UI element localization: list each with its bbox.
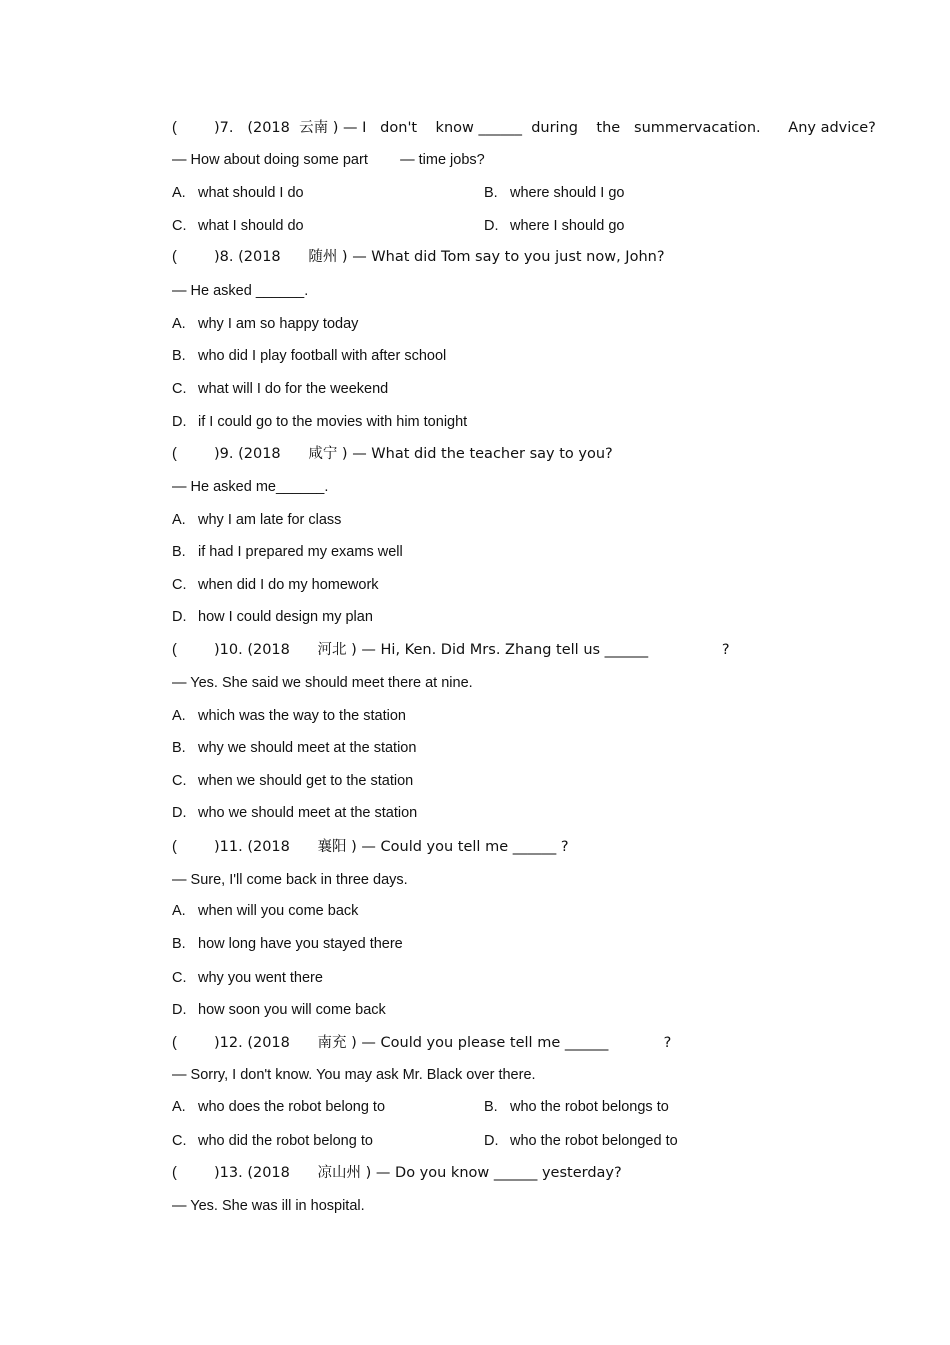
question-text: )13. (2018 凉山州 ) — Do you know ______ yesterday? (214, 1165, 622, 1181)
question-12-option-c (172, 1131, 373, 1151)
question-12-option-b (484, 1097, 669, 1117)
option-letter: B. (172, 348, 186, 364)
question-11-stem (172, 837, 569, 857)
question-text: )7. (2018 云南 ) — I don't know ______ during the summervacation. Any advice? (214, 120, 876, 136)
question-text: )12. (2018 南充 ) — Could you please tell me ______ ? (214, 1035, 672, 1051)
option-text: who does the robot belong to (198, 1099, 386, 1115)
question-10-option-c (172, 771, 413, 791)
question-10-option-a (172, 706, 406, 726)
question-7-option-c (172, 216, 304, 236)
question-text: )10. (2018 河北 ) — Hi, Ken. Did Mrs. Zhang tell us ______ ? (214, 642, 730, 658)
question-8-option-a (172, 314, 358, 334)
option-text: what should I do (198, 185, 304, 201)
option-letter: A. (172, 708, 186, 724)
answer-bracket: ( (172, 120, 177, 136)
option-letter: B. (484, 1099, 498, 1115)
answer-bracket: ( (172, 839, 177, 855)
option-letter: D. (172, 1002, 187, 1018)
question-12-reply: — Sorry, I don't know. You may ask Mr. Black over there. (172, 1067, 536, 1083)
option-text: why we should meet at the station (198, 740, 417, 756)
option-letter: B. (172, 740, 186, 756)
option-text: how soon you will come back (198, 1002, 386, 1018)
option-letter: A. (172, 316, 186, 332)
question-11-option-b (172, 934, 403, 954)
option-letter: D. (172, 805, 187, 821)
option-text: which was the way to the station (198, 708, 406, 724)
question-10-reply: — Yes. She said we should meet there at nine. (172, 675, 473, 691)
option-text: who did I play football with after school (198, 348, 447, 364)
question-7-stem (172, 118, 876, 138)
question-8-option-c (172, 379, 388, 399)
question-12-option-d (484, 1131, 678, 1151)
option-letter: A. (172, 512, 186, 528)
question-text: )8. (2018 随州 ) — What did Tom say to you just now, John? (214, 249, 665, 265)
option-text: when will you come back (198, 903, 359, 919)
option-text: when did I do my homework (198, 577, 379, 593)
option-text: if I could go to the movies with him tonight (198, 414, 468, 430)
option-letter: A. (172, 903, 186, 919)
question-9-option-d (172, 607, 373, 627)
option-text: what will I do for the weekend (198, 381, 389, 397)
question-13-reply: — Yes. She was ill in hospital. (172, 1198, 365, 1214)
question-8-option-d (172, 412, 467, 432)
option-letter: B. (484, 185, 498, 201)
question-11-option-d (172, 1000, 386, 1020)
question-9-option-b (172, 542, 403, 562)
option-letter: B. (172, 936, 186, 952)
question-9-option-c (172, 575, 379, 595)
question-7-reply: — How about doing some part — time jobs? (172, 152, 485, 168)
option-text: how long have you stayed there (198, 936, 403, 952)
option-text: why I am late for class (198, 512, 342, 528)
option-letter: C. (172, 577, 187, 593)
option-letter: C. (172, 773, 187, 789)
option-text: why you went there (198, 970, 323, 986)
question-10-option-b (172, 738, 416, 758)
question-7-option-b (484, 183, 624, 203)
option-text: if had I prepared my exams well (198, 544, 403, 560)
option-letter: A. (172, 185, 186, 201)
option-letter: D. (484, 1133, 499, 1149)
option-letter: D. (172, 414, 187, 430)
option-text: who did the robot belong to (198, 1133, 373, 1149)
option-text: who we should meet at the station (198, 805, 418, 821)
question-12-stem (172, 1033, 671, 1053)
question-13-stem (172, 1163, 622, 1183)
question-7-option-a (172, 183, 304, 203)
answer-bracket: ( (172, 1165, 177, 1181)
option-text: when we should get to the station (198, 773, 414, 789)
option-letter: C. (172, 1133, 187, 1149)
question-12-option-a (172, 1097, 385, 1117)
question-11-option-c (172, 968, 323, 988)
question-8-option-b (172, 346, 446, 366)
option-letter: B. (172, 544, 186, 560)
option-text: who the robot belonged to (510, 1133, 678, 1149)
option-letter: C. (172, 218, 187, 234)
option-letter: C. (172, 381, 187, 397)
answer-bracket: ( (172, 1035, 177, 1051)
option-letter: C. (172, 970, 187, 986)
question-8-stem (172, 247, 665, 267)
question-7-option-d (484, 216, 624, 236)
option-letter: D. (172, 609, 187, 625)
option-letter: D. (484, 218, 499, 234)
option-text: where should I go (510, 185, 625, 201)
answer-bracket: ( (172, 249, 177, 265)
option-text: how I could design my plan (198, 609, 373, 625)
answer-bracket: ( (172, 446, 177, 462)
question-text: )9. (2018 咸宁 ) — What did the teacher say to you? (214, 446, 613, 462)
question-9-option-a (172, 510, 341, 530)
question-8-reply: — He asked ______. (172, 283, 309, 299)
option-text: why I am so happy today (198, 316, 359, 332)
question-11-reply: — Sure, I'll come back in three days. (172, 872, 408, 888)
question-11-option-a (172, 901, 358, 921)
option-letter: A. (172, 1099, 186, 1115)
question-9-reply: — He asked me______. (172, 479, 329, 495)
option-text: where I should go (510, 218, 625, 234)
question-10-option-d (172, 803, 417, 823)
option-text: who the robot belongs to (510, 1099, 669, 1115)
answer-bracket: ( (172, 642, 177, 658)
question-10-stem (172, 640, 730, 660)
question-text: )11. (2018 襄阳 ) — Could you tell me ______ ? (214, 839, 569, 855)
question-9-stem (172, 444, 613, 464)
option-text: what I should do (198, 218, 304, 234)
